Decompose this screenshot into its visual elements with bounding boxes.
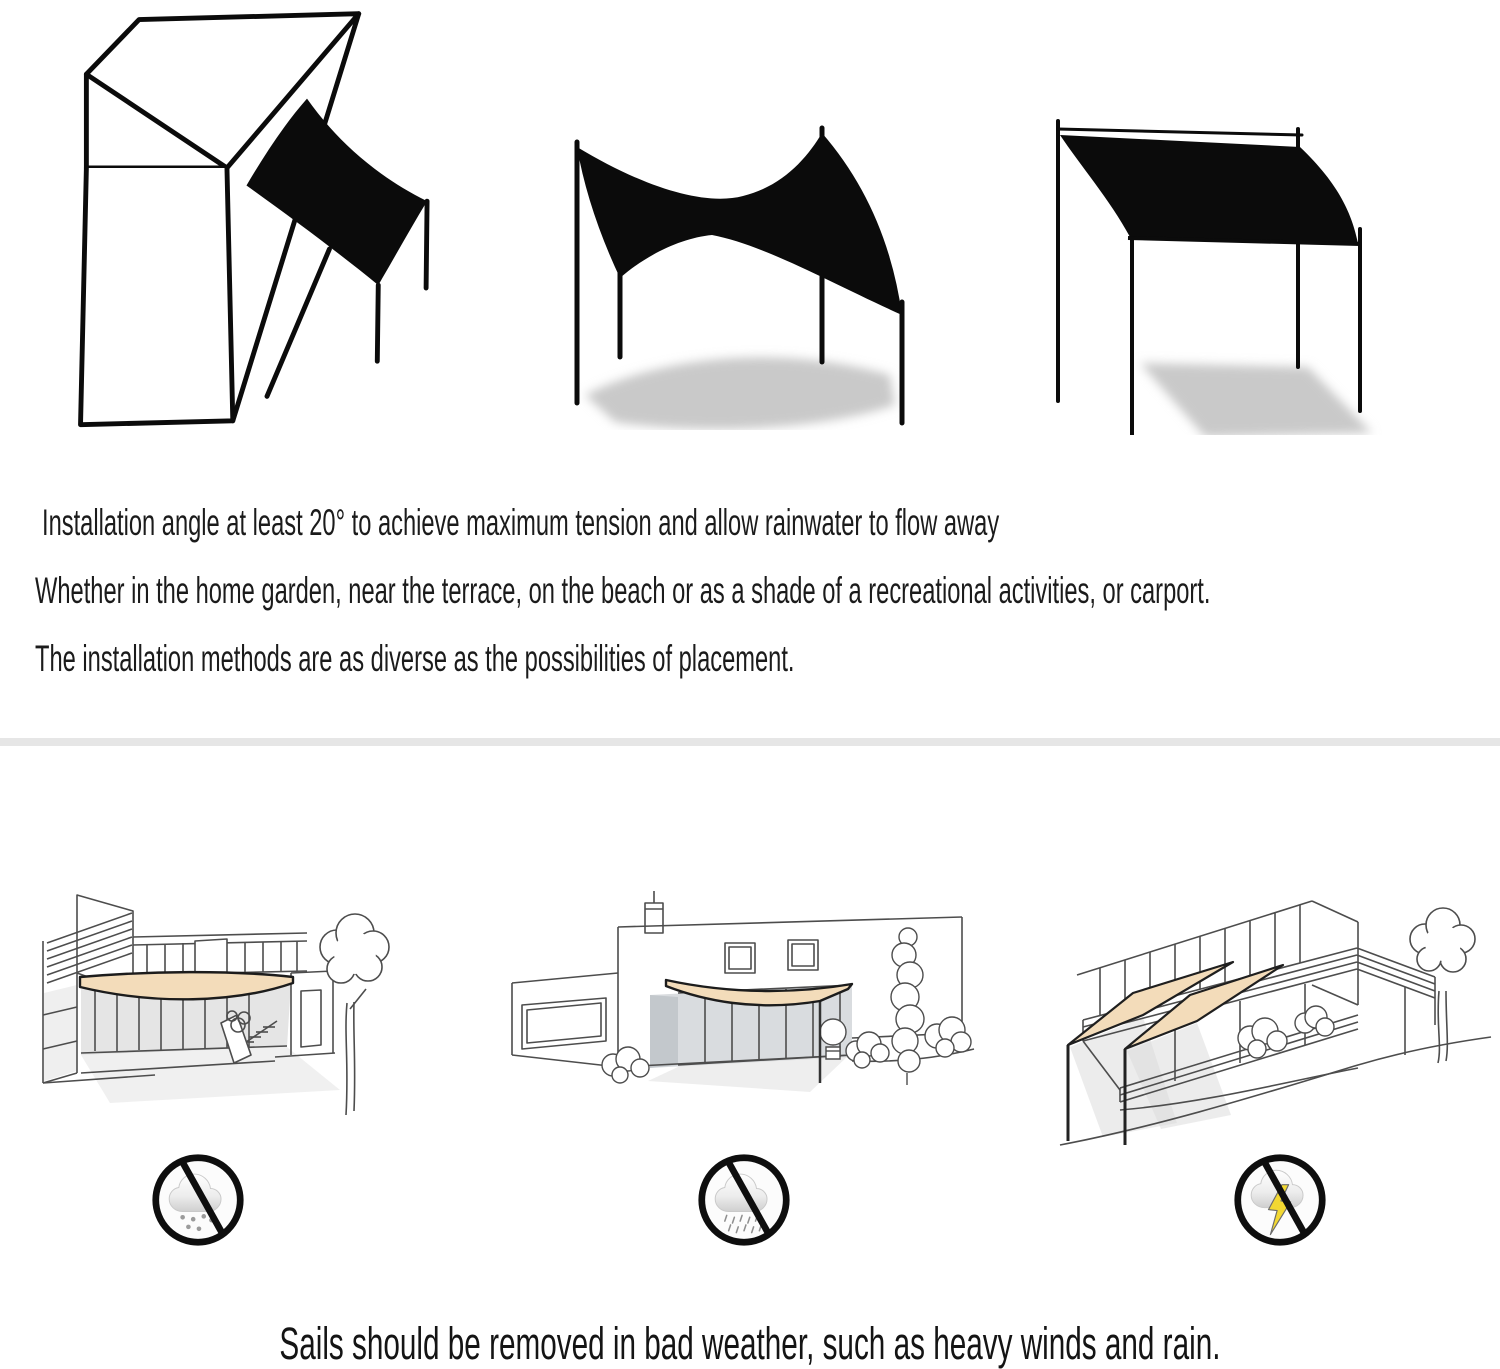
cypress-tree: [891, 928, 924, 1085]
section-divider: [0, 738, 1500, 746]
tree: [320, 914, 389, 983]
black-sail-shape: [577, 133, 902, 315]
ground-shadow: [585, 357, 895, 429]
awning-shade-sail-diagram: [1040, 105, 1400, 435]
four-post-shade-sail-diagram: [555, 110, 955, 430]
instruction-line-3: The installation methods are as diverse as the possibilities of placement.: [35, 638, 795, 679]
black-sail-shape: [1060, 135, 1358, 243]
patio-house-with-sail-illustration: [500, 885, 980, 1150]
bad-weather-warning-caption: Sails should be removed in bad weather, such as heavy winds and rain.: [279, 1318, 1221, 1369]
no-rain-icon: [696, 1152, 792, 1248]
no-thunderstorm-icon: [1232, 1152, 1328, 1248]
instruction-line-1: Installation angle at least 20° to achieve maximum tension and allow rainwater to flow away: [42, 502, 1000, 543]
wall-mounted-shade-sail-diagram: [20, 5, 430, 450]
bushes: [1238, 1006, 1334, 1058]
instruction-line-2: Whether in the home garden, near the terrace, on the beach or as a shade of a recreational activities, or carport.: [35, 570, 1211, 611]
no-snow-icon: [150, 1152, 246, 1248]
tree: [1410, 908, 1475, 972]
courtyard-house-with-sail-illustration: [35, 885, 395, 1125]
black-sail-shape: [246, 99, 427, 285]
hillside-house-with-sails-illustration: [1025, 875, 1495, 1155]
ground-shadow: [1140, 363, 1372, 435]
